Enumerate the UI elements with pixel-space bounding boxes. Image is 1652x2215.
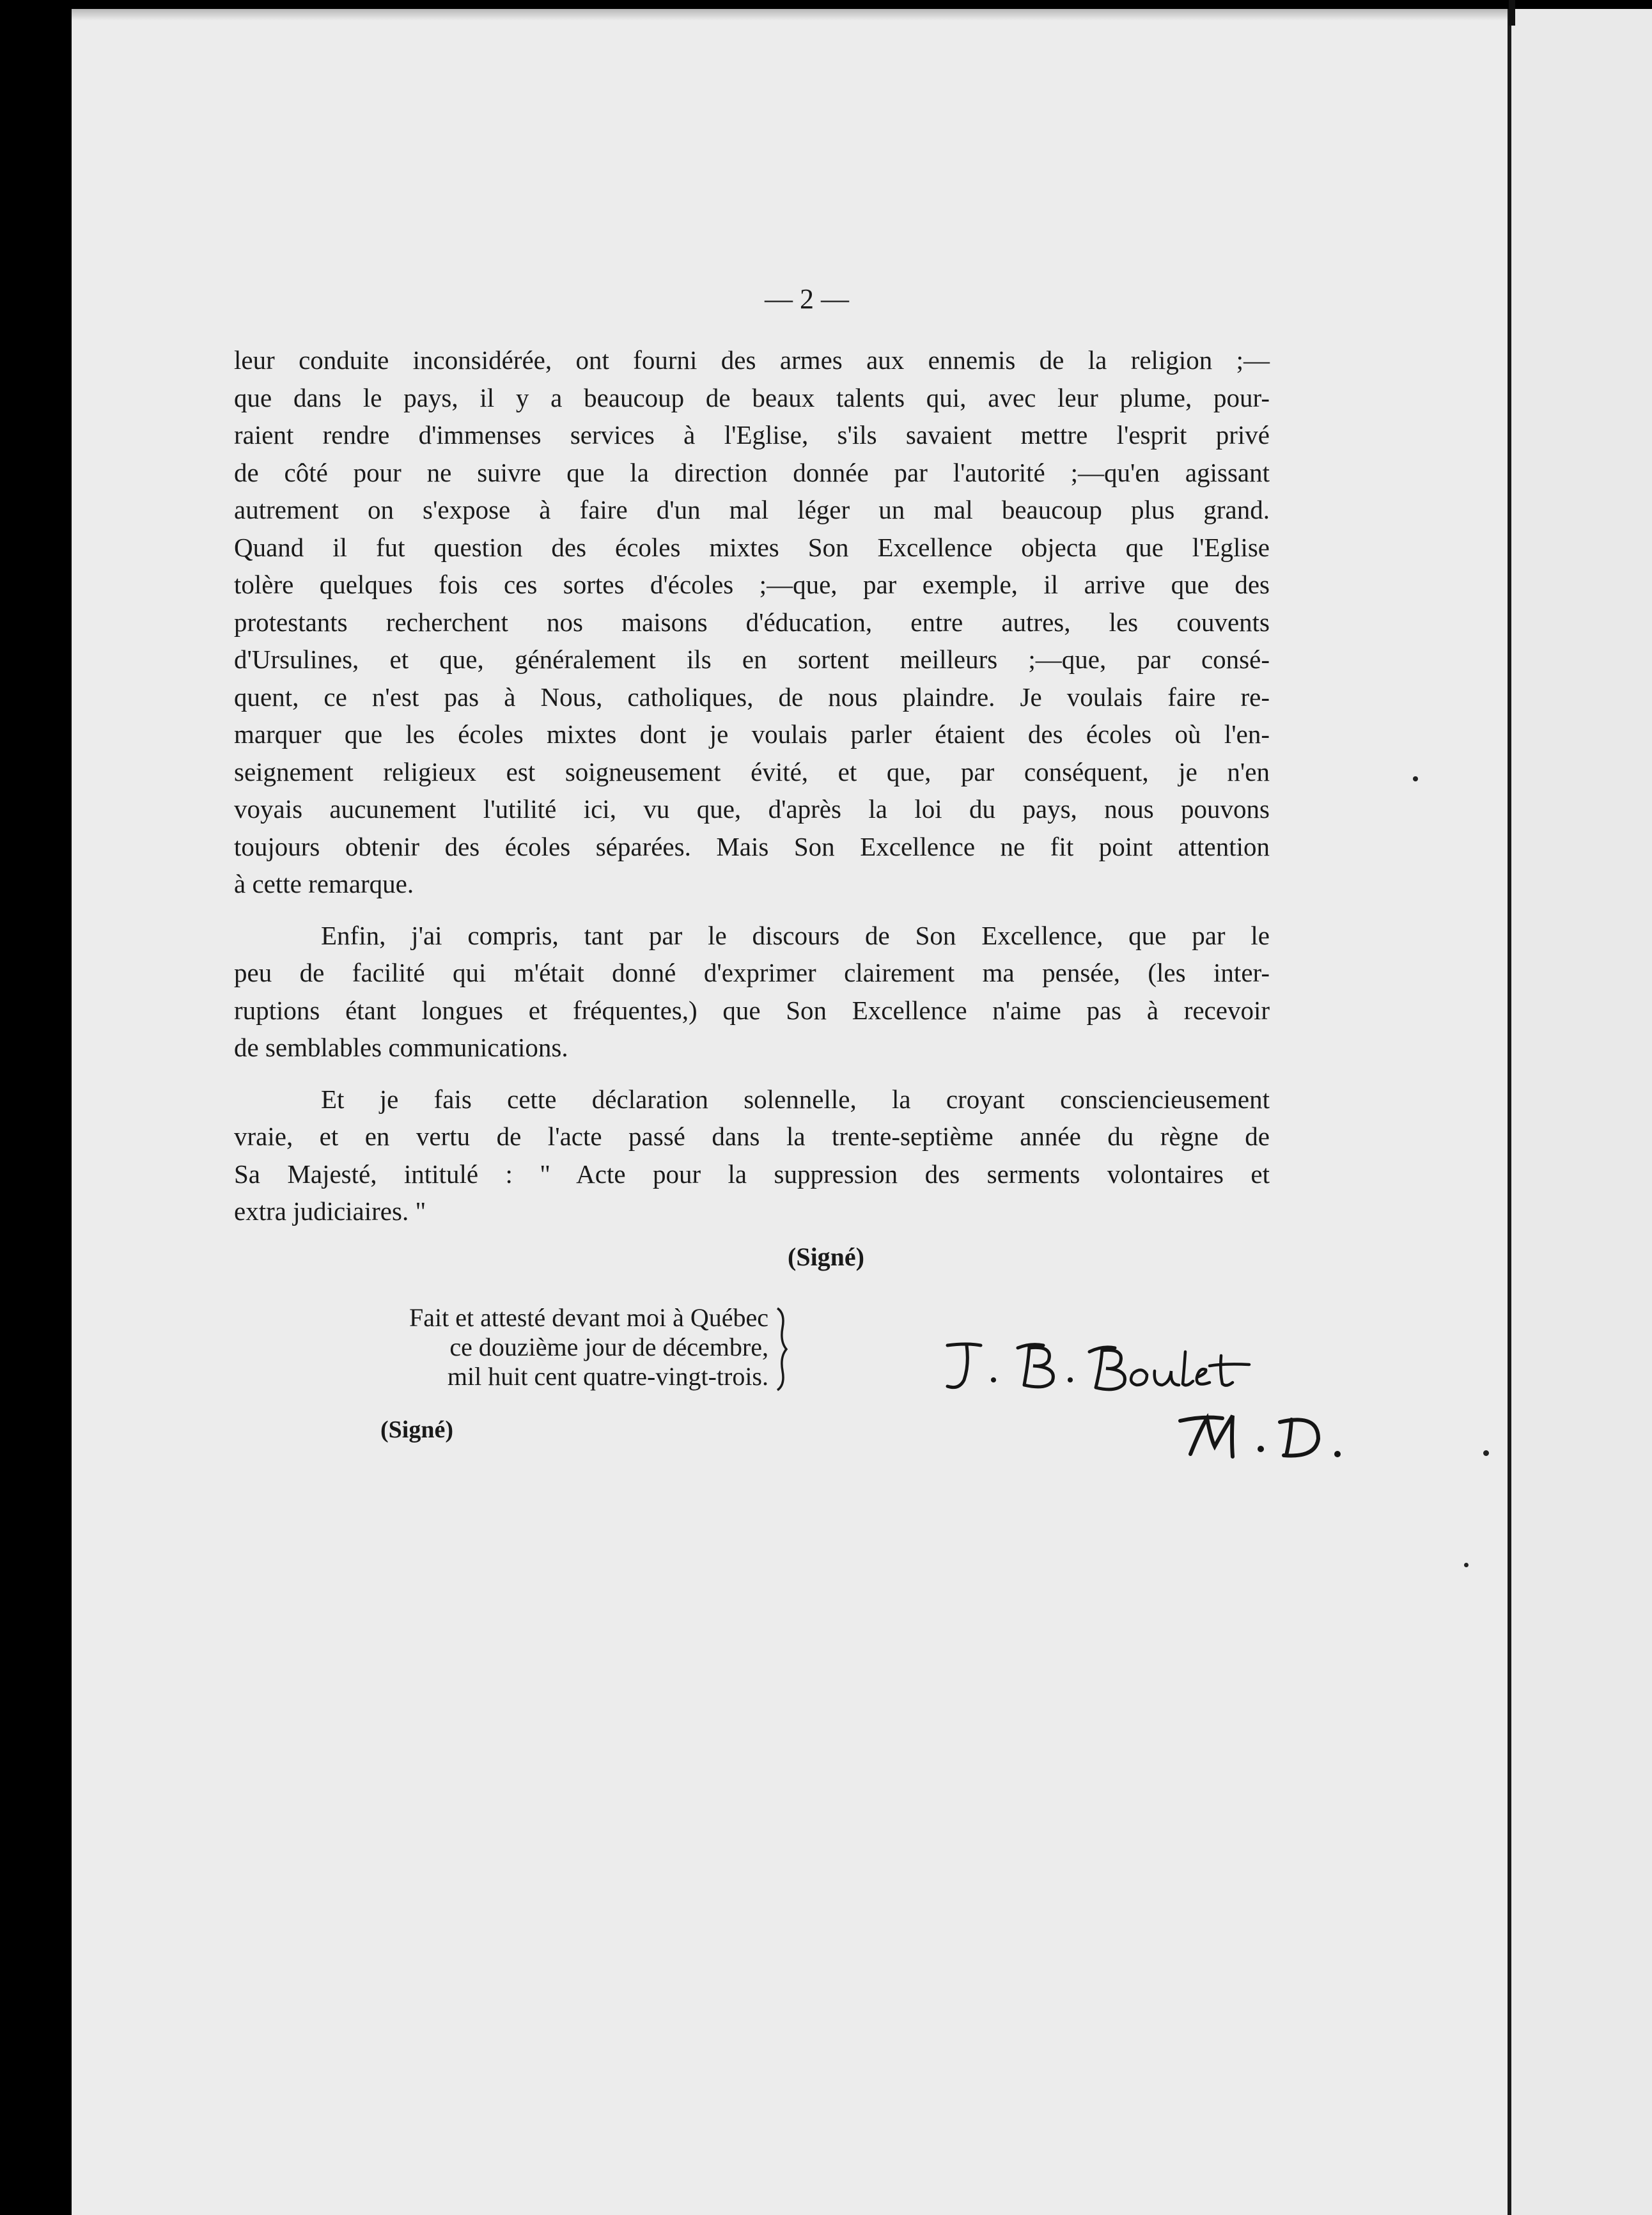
text-line: à cette remarque.: [234, 869, 414, 898]
paragraph-2: [234, 917, 1270, 1067]
attestation-block: [231, 1303, 768, 1391]
text-line: vraie, et en vertu de l'acte passé dans la trente-septième année du règne de: [234, 1122, 1270, 1151]
text-line: Enfin, j'ai compris, tant par le discours de Son Excellence, que par le: [321, 920, 1270, 950]
text-line: autrement on s'expose à faire d'un mal léger un mal beaucoup plus grand.: [234, 495, 1270, 524]
ink-speck: [1483, 1450, 1489, 1456]
text-line: seignement religieux est soigneusement évité, et que, par conséquent, je n'en: [234, 756, 1270, 787]
attestation-line: ce douzième jour de décembre,: [449, 1333, 768, 1361]
text-line: raient rendre d'immenses services à l'Eglise, s'ils savaient mettre l'esprit privé: [234, 420, 1270, 450]
document-page: [72, 9, 1509, 2215]
signed-label: (Signé): [788, 1242, 864, 1271]
text-line: voyais aucunement l'utilité ici, vu que, d'après la loi du pays, nous pouvons: [234, 794, 1270, 824]
text-line: peu de facilité qui m'était donné d'exprimer clairement ma pensée, (les inter-: [234, 958, 1270, 987]
adjacent-page-strip: [1509, 9, 1652, 2215]
text-line: ruptions étant longues et fréquentes,) que Son Excellence n'aime pas à recevoir: [234, 995, 1270, 1025]
handwritten-signature: [922, 1326, 1382, 1480]
text-line: toujours obtenir des écoles séparées. Mais Son Excellence ne fit point attention: [234, 831, 1270, 861]
paragraph-gap: [234, 903, 1270, 917]
text-line: d'Ursulines, et que, généralement ils en sortent meilleurs ;—que, par consé-: [234, 645, 1270, 674]
paragraph-3: [234, 1081, 1270, 1230]
text-line: de côté pour ne suivre que la direction donnée par l'autorité ;—qu'en agissant: [234, 457, 1270, 487]
page-divider-tick: [1509, 0, 1515, 26]
brace-icon: [774, 1304, 790, 1394]
text-line: de semblables communications.: [234, 1033, 568, 1062]
page-top-edge: [72, 9, 1509, 20]
attestation-signed-label: (Signé): [380, 1416, 453, 1443]
attestation-line: Fait et attesté devant moi à Québec: [409, 1303, 768, 1332]
text-line: Et je fais cette déclaration solennelle, la croyant consciencieusement: [321, 1084, 1270, 1114]
page-number: — 2 —: [765, 283, 849, 315]
text-line: Quand il fut question des écoles mixtes Son Excellence objecta que l'Eglise: [234, 532, 1270, 562]
page-divider: [1508, 9, 1511, 2215]
attestation-line: mil huit cent quatre-vingt-trois.: [447, 1362, 768, 1391]
text-line: leur conduite inconsidérée, ont fourni des armes aux ennemis de la religion ;—: [234, 345, 1270, 375]
text-line: extra judiciaires. ": [234, 1196, 426, 1226]
text-line: tolère quelques fois ces sortes d'écoles ;—que, par exemple, il arrive que des: [234, 570, 1270, 599]
ink-speck: [1413, 776, 1418, 781]
text-line: quent, ce n'est pas à Nous, catholiques, de nous plaindre. Je voulais faire re-: [234, 682, 1270, 712]
paragraph-gap: [234, 1067, 1270, 1081]
body-text: [234, 341, 1270, 1230]
text-line: protestants recherchent nos maisons d'éducation, entre autres, les couvents: [234, 607, 1270, 637]
text-line: que dans le pays, il y a beaucoup de beaux talents qui, avec leur plume, pour-: [234, 382, 1270, 412]
ink-speck: [1464, 1563, 1469, 1567]
text-line: Sa Majesté, intitulé : " Acte pour la suppression des serments volontaires et: [234, 1159, 1270, 1189]
paragraph-1: [234, 341, 1270, 903]
text-line: marquer que les écoles mixtes dont je voulais parler étaient des écoles où l'en-: [234, 719, 1270, 749]
